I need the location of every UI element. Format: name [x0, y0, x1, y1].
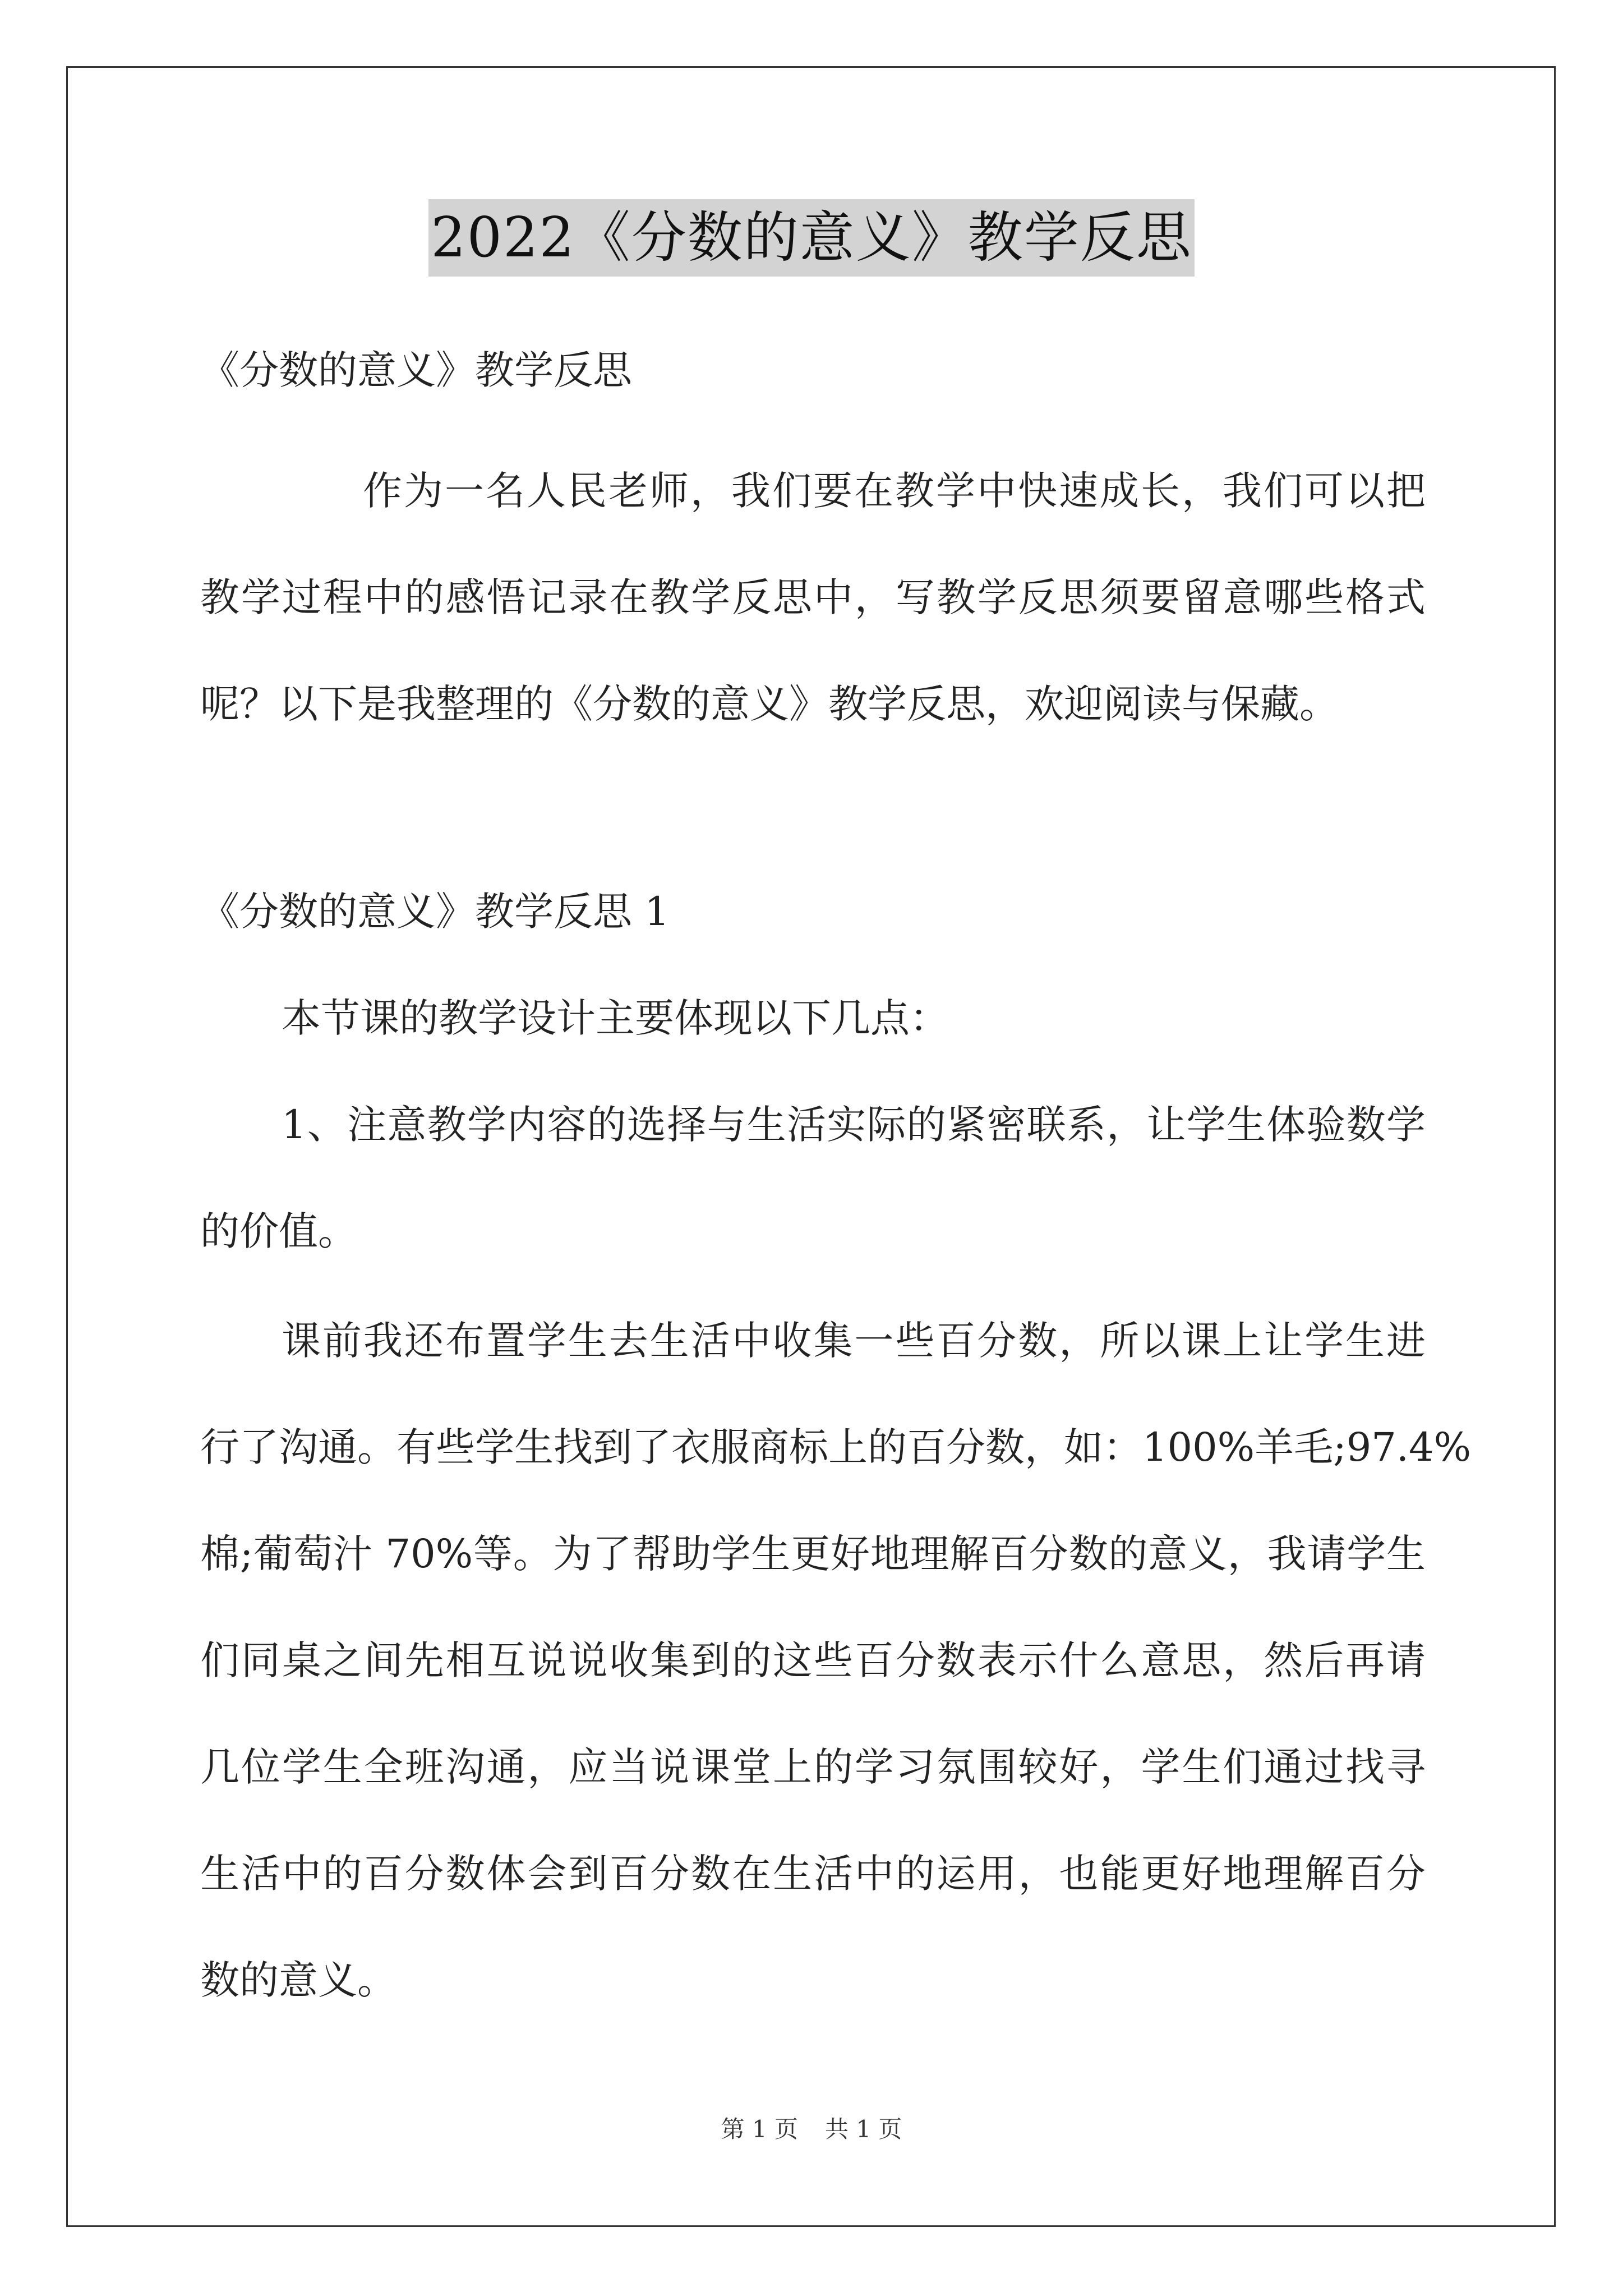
page-footer — [0, 2114, 1623, 2145]
title-container — [0, 199, 1623, 277]
intro-line-2: 教学过程中的感悟记录在教学反思中，写教学反思须要留意哪些格式 — [200, 574, 1426, 620]
body-line-4: 们同桌之间先相互说说收集到的这些百分数表示什么意思，然后再请 — [200, 1637, 1426, 1683]
page-number: 第 1 页 — [721, 2115, 798, 2143]
point1-line-1: 1、注意教学内容的选择与生活实际的紧密联系，让学生体验数学 — [282, 1102, 1426, 1148]
body-line-7: 数的意义。 — [200, 1957, 396, 2003]
design-intro: 本节课的教学设计主要体现以下几点： — [282, 995, 949, 1041]
intro-line-1: 作为一名人民老师，我们要在教学中快速成长，我们可以把 — [363, 468, 1426, 514]
body-line-3: 棉;葡萄汁 70%等。为了帮助学生更好地理解百分数的意义，我请学生 — [200, 1531, 1426, 1577]
body-line-5: 几位学生全班沟通，应当说课堂上的学习氛围较好，学生们通过找寻 — [200, 1744, 1426, 1790]
intro-line-3: 呢？以下是我整理的《分数的意义》教学反思，欢迎阅读与保藏。 — [200, 681, 1339, 727]
body-line-1: 课前我还布置学生去生活中收集一些百分数，所以课上让学生进 — [282, 1318, 1426, 1364]
total-pages: 共 1 页 — [825, 2115, 902, 2143]
document-subtitle: 《分数的意义》教学反思 — [200, 347, 632, 393]
section-heading: 《分数的意义》教学反思 1 — [200, 889, 670, 935]
body-line-6: 生活中的百分数体会到百分数在生活中的运用，也能更好地理解百分 — [200, 1851, 1426, 1897]
document-title: 2022《分数的意义》教学反思 — [428, 199, 1194, 277]
body-line-2: 行了沟通。有些学生找到了衣服商标上的百分数，如：100%羊毛;97.4% — [200, 1424, 1472, 1470]
point1-line-2: 的价值。 — [200, 1208, 357, 1254]
